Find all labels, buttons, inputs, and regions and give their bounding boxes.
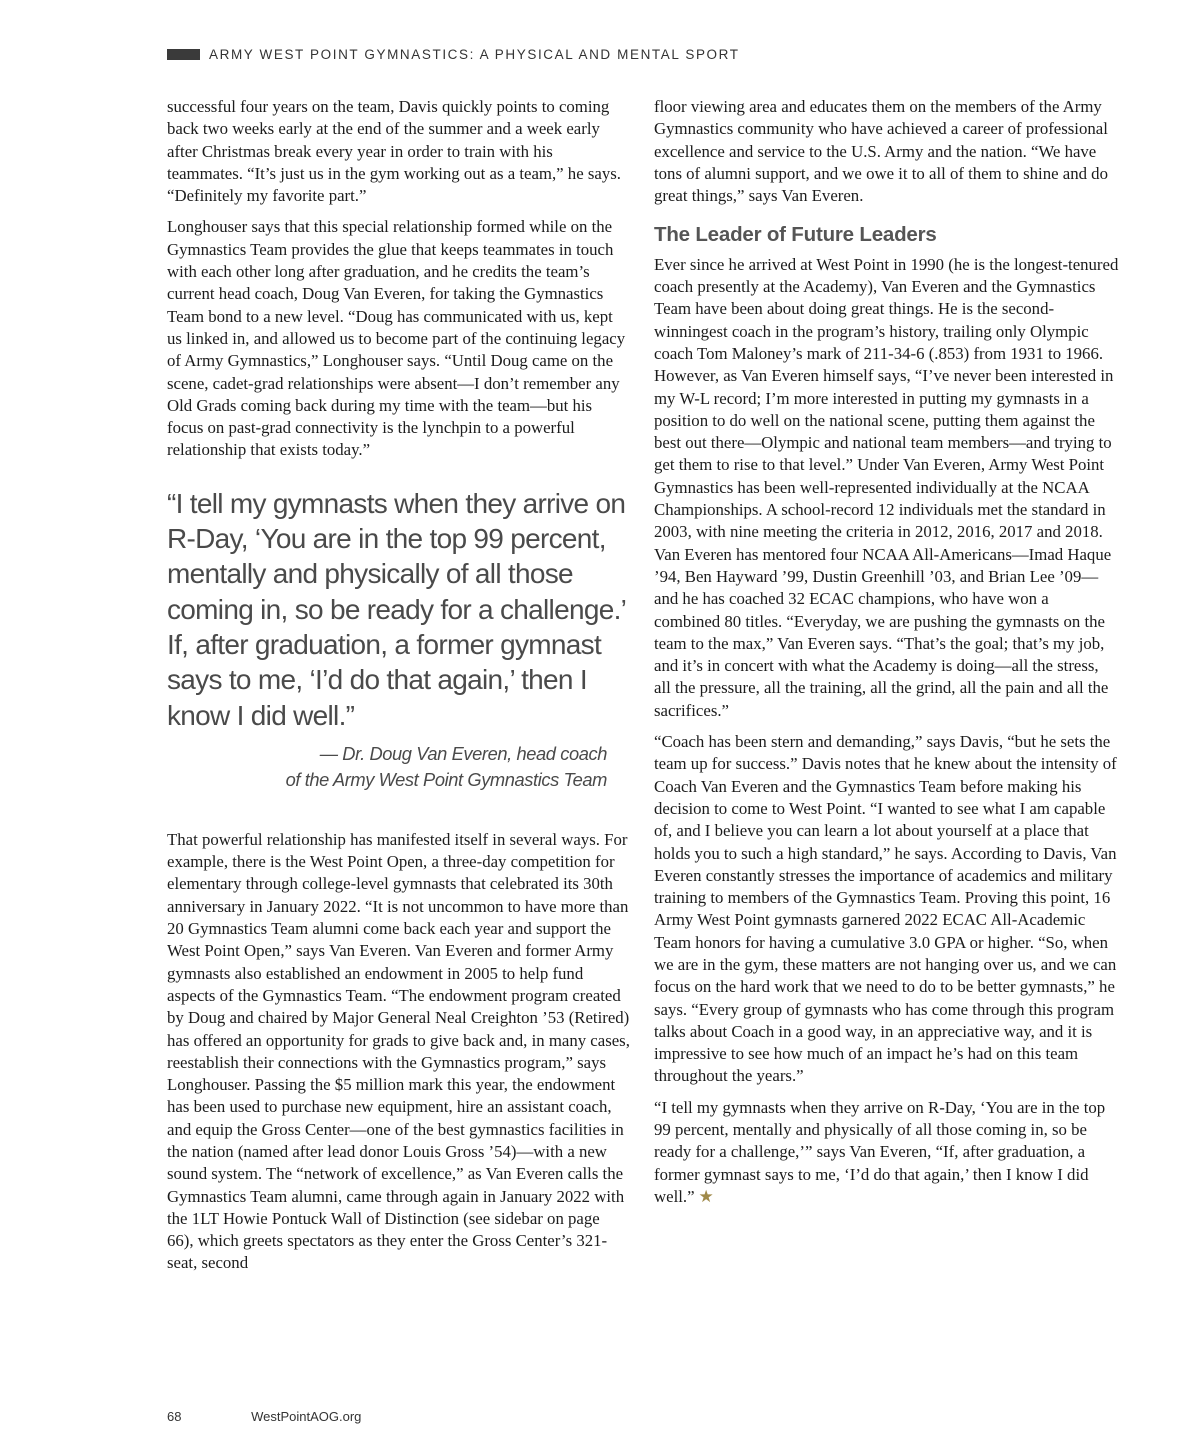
pull-quote: “I tell my gymnasts when they arrive on R-Day, ‘You are in the top 99 percent, mentally and physically of all those coming in, so be ready for a challenge.’ If, after graduation, a former gymnast says to me, ‘I’d do that again,’ then I know I did well.” <box>167 487 626 731</box>
attribution-line: — Dr. Doug Van Everen, head coach <box>319 742 607 764</box>
star-icon: ★ <box>698 1186 714 1206</box>
body-paragraph: That powerful relationship has manifested itself in several ways. For example, there is the West Point Open, a three-day competition for elementary through college-level gymnasts that celebrated its 30th anniversary in January 2022. “It is not uncommon to have more than 20 Gymnastics Team alumni come back each year and support the West Point Open,” says Van Everen. Van Everen and former Army gymnasts also established an endowment in 2005 to help fund aspects of the Gymnastics Team. “The endowment program created by Doug and chaired by Major General Neal Creighton ’53 (Retired) has offered an opportunity for grads to give back and, in many cases, reestablish their connections with the Gymnastics program,” says Longhouser. Passing the $5 million mark this year, the endowment has been used to purchase new equipment, hire an assistant coach, and equip the Gross Center—one of the best gymnastics facilities in the nation (named after lead donor Louis Gross ’54)—with a new sound system. The “network of excellence,” as Van Everen calls the Gymnastics Team alumni, came through again in January 2022 with the 1LT Howie Pontuck Wall of Distinction (see sidebar on page 66), which greets spectators as they enter the Gross Center’s 321-seat, second <box>167 829 630 1273</box>
header-bar-decoration <box>167 49 200 60</box>
attribution-line: of the Army West Point Gymnastics Team <box>285 768 607 790</box>
body-paragraph: Longhouser says that this special relationship formed while on the Gymnastics Team provides the glue that keeps teammates in touch with each other long after graduation, and he credits the team’s current head coach, Doug Van Everen, for taking the Gymnastics Team bond to a new level. “Doug has communicated with us, kept us linked in, and allowed us to become part of the continuing legacy of Army Gymnastics,” Longhouser says. “Until Doug came on the scene, cadet-grad relationships were absent—I don’t remember any Old Grads coming back during my time with the team—but his focus on past-grad connectivity is the lynchpin to a powerful relationship that exists today.” <box>167 217 626 460</box>
pull-quote-attribution <box>167 741 607 793</box>
right-column <box>654 96 1119 1217</box>
final-paragraph-text: “I tell my gymnasts when they arrive on R-Day, ‘You are in the top 99 percent, mentally and physically of all those coming in, so be ready for a challenge,’” says Van Everen, “If, after graduation, a former gymnast says to me, ‘I’d do that again,’ then I know I did well.” <box>654 1097 1106 1206</box>
running-header-title: ARMY WEST POINT GYMNASTICS: A PHYSICAL AND MENTAL SPORT <box>209 47 740 62</box>
body-paragraph: “Coach has been stern and demanding,” says Davis, “but he sets the team up for success.” Davis notes that he knew about the intensity of Coach Van Everen and the Gymnastics Team before making his decision to come to West Point. “I wanted to see what I am capable of, and I believe you can learn a lot about yourself at a place that holds you to such a high standard,” he says. According to Davis, Van Everen constantly stresses the importance of academics and military training to members of the Gymnastics Team. Proving this point, 16 Army West Point gymnasts garnered 2022 ECAC All-Academic Team honors for having a cumulative 3.0 GPA or higher. “So, when we are in the gym, these matters are not hanging over us, and we can focus on the hard work that we need to do to be better gymnasts,” he says. “Every group of gymnasts who has come through this program talks about Coach in a good way, in an appreciative way, and it is impressive to see how much of an impact he’s had on this team throughout the years.” <box>654 732 1117 1086</box>
page-footer <box>167 1409 361 1424</box>
running-header <box>167 47 740 62</box>
body-paragraph: successful four years on the team, Davis quickly points to coming back two weeks early at the end of the summer and a week early after Christmas break every year in order to train with his teammates. “It’s just us in the gym working out as a team,” he says. “Definitely my favorite part.” <box>167 97 621 206</box>
body-paragraph-final <box>654 1097 1119 1208</box>
body-paragraph: floor viewing area and educates them on the members of the Army Gymnastics community who have achieved a career of professional excellence and service to the U.S. Army and the nation. “We have tons of alumni support, and we owe it to all of them to shine and do great things,” says Van Everen. <box>654 97 1108 206</box>
left-column <box>167 96 630 1284</box>
footer-website: WestPointAOG.org <box>251 1409 362 1424</box>
body-paragraph: Ever since he arrived at West Point in 1990 (he is the longest-tenured coach presently at the Academy), Van Everen and the Gymnastics Team have been about doing great things. He is the second-winningest coach in the program’s history, trailing only Olympic coach Tom Maloney’s mark of 211-34-6 (.853) from 1931 to 1966. However, as Van Everen himself says, “I’ve never been interested in my W-L record; I’m more interested in putting my gymnasts in a position to do well on the national scene, putting them against the best out there—Olympic and national team members—and trying to get them to rise to that level.” Under Van Everen, Army West Point Gymnastics has been well-represented individually at the NCAA Championships. A school-record 12 individuals met the standard in 2003, with nine meeting the criteria in 2012, 2016, 2017 and 2018. Van Everen has mentored four NCAA All-Americans—Imad Haque ’94, Ben Hayward ’99, Dustin Greenhill ’03, and Brian Lee ’09—and he has coached 32 ECAC champions, who have won a combined 80 titles. “Everyday, we are pushing the gymnasts on the team to the max,” Van Everen says. “That’s the goal; that’s my job, and it’s in concert with what the Academy is doing—all the stress, all the pressure, all the training, all the grind, all the pain and all the sacrifices.” <box>654 254 1119 720</box>
section-heading: The Leader of Future Leaders <box>654 223 937 247</box>
page-number: 68 <box>167 1409 182 1424</box>
